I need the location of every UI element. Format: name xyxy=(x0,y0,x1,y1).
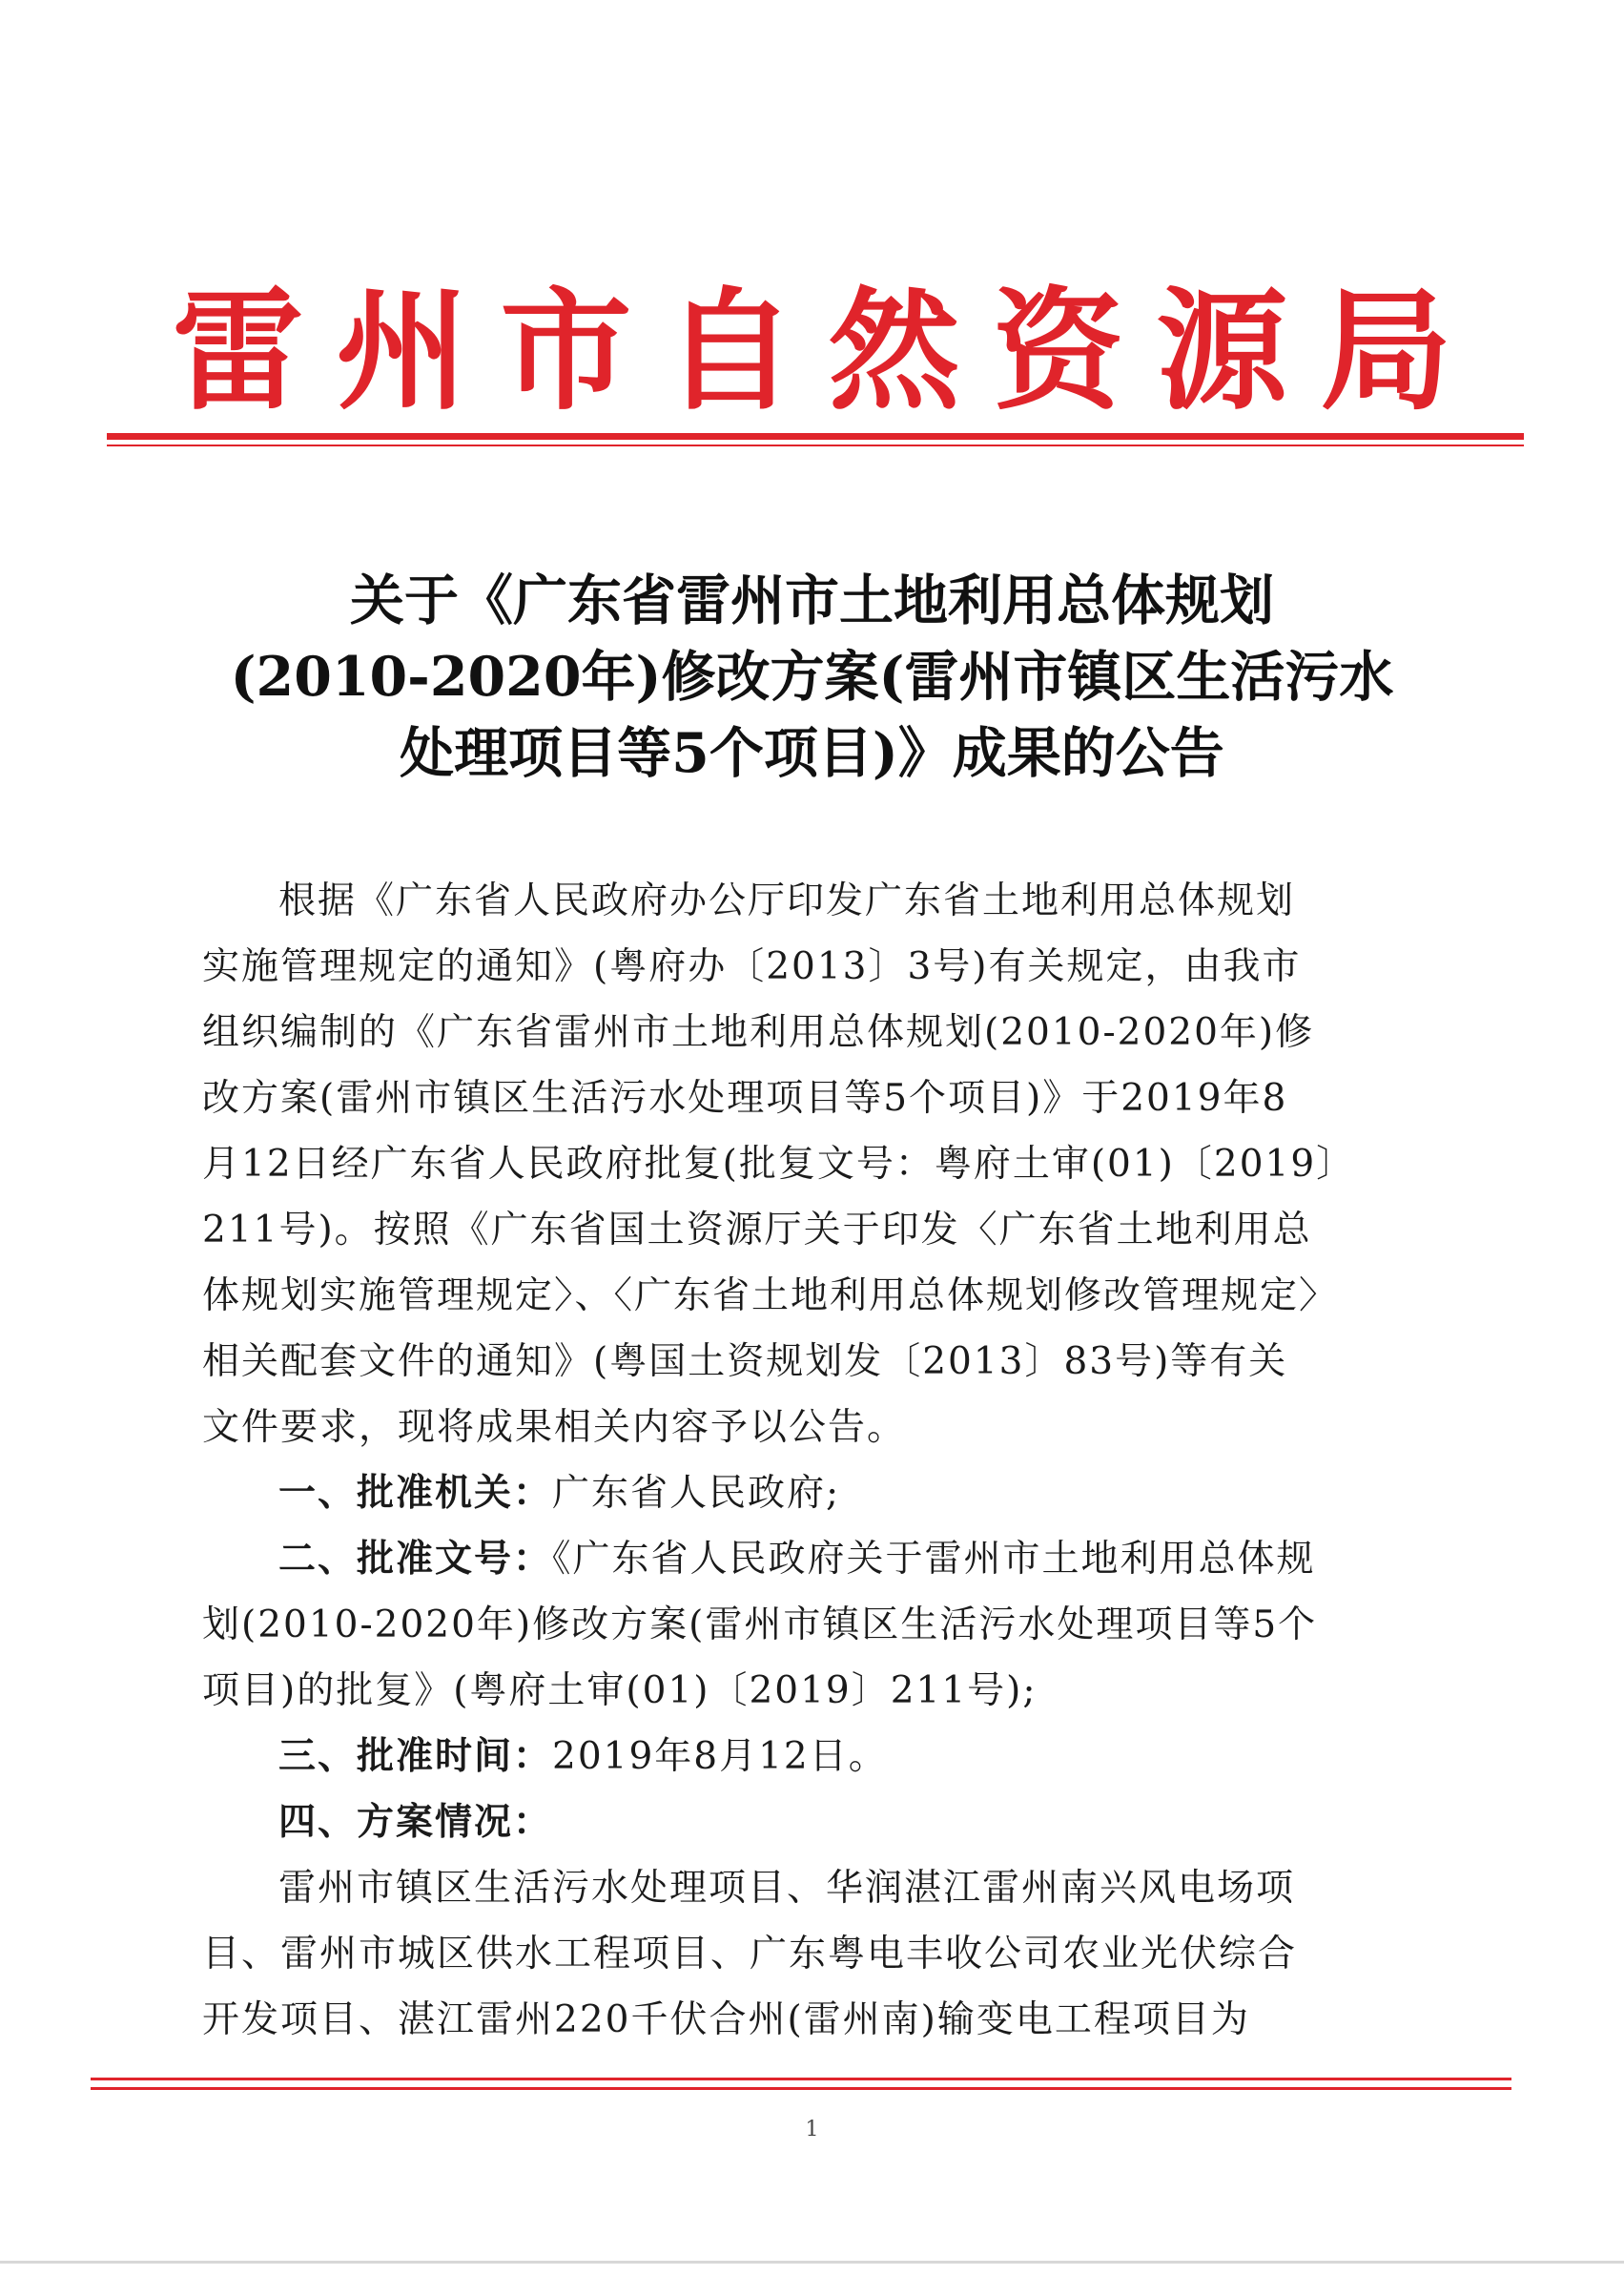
section-approval-number xyxy=(202,1526,1406,1592)
header-red-rule-thin xyxy=(107,445,1524,446)
body-line: 改方案(雷州市镇区生活污水处理项目等5个项目)》于2019年8 xyxy=(202,1077,1288,1120)
page-number: 1 xyxy=(805,2118,819,2141)
body-line: 根据《广东省人民政府办公厅印发广东省土地利用总体规划 xyxy=(278,879,1296,922)
section-label: 二、批准文号： xyxy=(278,1537,553,1581)
document-body xyxy=(202,868,1406,2053)
section-label: 三、批准时间： xyxy=(278,1734,553,1778)
body-line: 目、雷州市城区供水工程项目、广东粤电丰收公司农业光伏综合 xyxy=(202,1933,1298,1975)
body-line: 划(2010-2020年)修改方案(雷州市镇区生活污水处理项目等5个 xyxy=(202,1603,1318,1646)
body-line: 月12日经广东省人民政府批复(批复文号：粤府土审(01)〔2019〕 xyxy=(202,1143,1356,1186)
body-line: 实施管理规定的通知》(粤府办〔2013〕3号)有关规定，由我市 xyxy=(202,945,1302,988)
body-line: 文件要求，现将成果相关内容予以公告。 xyxy=(202,1406,907,1449)
section-plan-status xyxy=(202,1789,1406,1855)
section-label: 四、方案情况： xyxy=(278,1800,553,1844)
section-label: 一、批准机关： xyxy=(278,1471,553,1515)
section-approval-date xyxy=(202,1724,1406,1789)
header-red-rule xyxy=(107,433,1524,440)
body-line: 组织编制的《广东省雷州市土地利用总体规划(2010-2020年)修 xyxy=(202,1011,1315,1054)
title-line-2: (2010-2020年)修改方案(雷州市镇区生活污水 xyxy=(230,645,1394,709)
section-approval-authority xyxy=(202,1460,1406,1526)
footer-red-rule-second xyxy=(91,2087,1511,2090)
section-value: 广东省人民政府; xyxy=(552,1472,841,1515)
body-line: 相关配套文件的通知》(粤国土资规划发〔2013〕83号)等有关 xyxy=(202,1340,1288,1383)
body-line: 开发项目、湛江雷州220千伏合州(雷州南)输变电工程项目为 xyxy=(202,1998,1250,2041)
body-line: 211号)。按照《广东省国土资源厅关于印发〈广东省土地利用总 xyxy=(202,1209,1312,1251)
document-title xyxy=(153,563,1471,792)
issuing-authority-header: 雷州市自然资源局 xyxy=(172,273,1485,428)
title-line-1: 关于《广东省雷州市土地利用总体规划 xyxy=(350,569,1274,632)
title-line-3: 处理项目等5个项目)》成果的公告 xyxy=(400,721,1224,785)
footer-red-rule xyxy=(91,2078,1511,2080)
section-value: 2019年8月12日。 xyxy=(552,1735,888,1778)
section-value: 《广东省人民政府关于雷州市土地利用总体规 xyxy=(552,1538,1316,1581)
body-line: 项目)的批复》(粤府土审(01)〔2019〕211号); xyxy=(202,1669,1038,1712)
body-line: 雷州市镇区生活污水处理项目、华润湛江雷州南兴风电场项 xyxy=(278,1867,1296,1910)
scan-edge-line xyxy=(0,2261,1624,2264)
body-line: 体规划实施管理规定〉、〈广东省土地利用总体规划修改管理规定〉 xyxy=(202,1274,1339,1317)
